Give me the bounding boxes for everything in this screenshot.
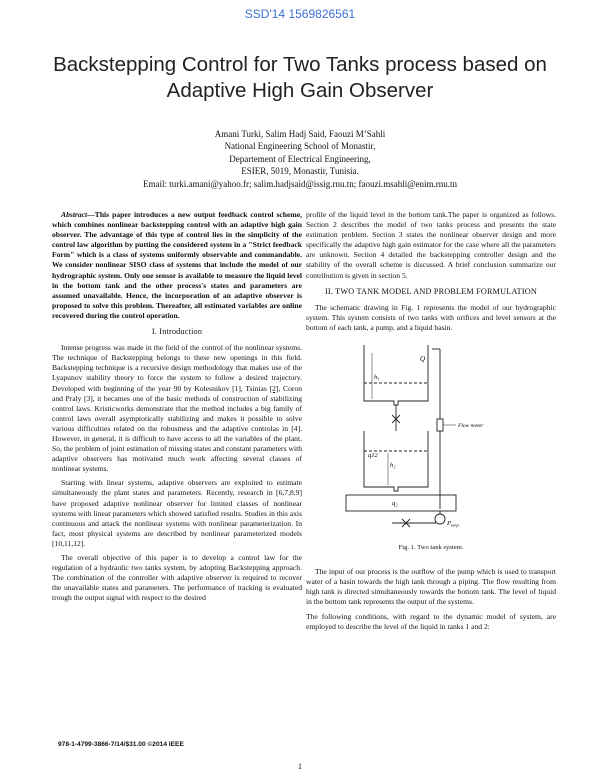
label-q12: q12: [368, 452, 378, 460]
paragraph: The schematic drawing in Fig. 1 represents the model of our hydrographic system. This system consists of two tanks with orifices and level sensors at the bottom of each tank, a pump, and a liquid basin.: [306, 302, 556, 332]
label-pump: [446, 520, 459, 528]
author-names: Amani Turki, Salim Hadj Said, Faouzi M’Sahli: [214, 129, 386, 139]
figure-two-tank: [306, 339, 556, 539]
text-span: Intense progress was made in the field of the control of the nonlinear systems. The technique of Backstepping belongs to these new openings in this field. Backstepping technique is a recursive design methodology that makes use of the Lyapunov stability theory to force the system to follow a desired trajectory. Developed with beginning of the year 90 by Kolesnikov [1], Tsinias: [52, 343, 302, 393]
pump-icon: [435, 514, 445, 524]
author-block: [0, 128, 600, 190]
basin-outline: [346, 495, 456, 511]
affiliation-line: Departement of Electrical Engineering,: [229, 153, 371, 164]
paragraph: profile of the liquid level in the bottom tank.The paper is organized as follows. Section 2 describes the model of two tanks process and presents the state estimation problem. Section 3 states the nonlinear observer design and more specifically the adaptive high gain estimator for the case where all the parameters are unknown. Section 4 detailed the backstepping controller design and the stability of the overall scheme is discussed. A brief conclusion summarize our contribution is given in section 5.: [306, 210, 556, 280]
label-h1: h₁: [374, 374, 380, 382]
section-heading-introduction: I. Introduction: [151, 327, 203, 337]
two-tank-diagram: [306, 339, 556, 539]
paragraph: [52, 343, 302, 474]
email-line: Email: turki.amani@yahoo.fr; salim.hadjsaid@issig.rnu.tn; faouzi.msahli@enim.rnu.tn: [142, 178, 458, 189]
flow-meter-box: [437, 419, 443, 431]
paragraph: The input of our process is the outflow of the pump which is used to transport water of a basin towards the high tank through a piping. The flow resulting from high tank is directed simultaneously towards the bottom tank. The level of liquid in the bottom tank represents the output of the systems.: [306, 567, 556, 607]
copyright-notice: 978-1-4799-3866-7/14/$31.00 ©2014 IEEE: [58, 741, 184, 748]
affiliation-line: National Engineering School of Monastir,: [224, 141, 376, 152]
lower-tank-outline: [364, 431, 428, 491]
section-heading-model: II. TWO TANK MODEL AND PROBLEM FORMULATION: [324, 286, 538, 296]
affiliation-line: ESIER, 5019, Monastir, Tunisia.: [241, 166, 359, 177]
label-pump-main: P: [447, 520, 451, 528]
paper-title: Backstepping Control for Two Tanks process based on Adaptive High Gain Observer: [53, 53, 547, 102]
text-span: , Coron and Praly [3], it becames one of the basic methods of construction of stabilizing control laws. Kristicworks demonstrate that the method includes a big family of control laws overall asymptotically stabilizing and makes it possible to solve various difficulties related on the robustness and the adaptive controlas in [4]. However, in general, it is difficult to have access to all the variables of the plant. So, the problem of joint estimation of missing states and constant parameters with adaptive observers has motivated much work affecting several classes of nonlinear systems.: [52, 383, 303, 474]
label-flowmeter: Flow meter: [458, 423, 484, 430]
paragraph: Starting with linear systems, adaptive observers are exploited to estimate simultaneously the plant states and parameters. Recently, research in [6,7,8,9] have proposed adaptive nonlinear observer for limited classes of nonlinear systems with linear parameters which showed satisfied results. Studies in this axis continuous and attack the nonlinear systems with nonlinear parameterization. In fact, most physical systems are described by nonlinear parameterized models [10,11,12].: [52, 478, 302, 548]
citation-link[interactable]: [2]: [269, 383, 279, 393]
paragraph: The following conditions, with regard to the dynamic model of system, are employed to describe the level of the liquid in tanks 1 and 2:: [306, 611, 556, 631]
abstract: [52, 210, 302, 321]
paragraph: The overall objective of this paper is to develop a control law for the regulation of a hydraulic two tanks system, by adopting Backstepping approach. The combination of the controller with adaptive observer is required to recover the unavailable states and parameters. The performance of tracking is evaluated trough the output signal with respect to the desired: [52, 553, 302, 603]
figure-caption: Fig. 1. Two tank system.: [398, 544, 464, 552]
abstract-label: Abstract: [61, 210, 88, 219]
right-column: [306, 210, 556, 636]
conference-stamp: SSD'14 1569826561: [244, 7, 356, 21]
label-pump-sub: ump: [450, 522, 459, 528]
label-q: Q: [420, 355, 426, 364]
abstract-text: —This paper introduces a new output feedback control scheme, which combines nonlinear backstepping control with an adaptive high gain observer. The advantage of this type of control lies in the simplicity of the control law algorithm by putting the considered system in a "Strict feedback Form" which is a class of systems uniformly observable and commandable. We consider nonlinear SISO class of systems that include the model of our hydrographic system. Only one sensor is available to measure the liquid level in the bottom tank and the other process's states and parameters are assumed unavailable. Hence, the incorporation of an adaptive observer is proposed to solve this problem. Thereafter, all estimated variables are online recovered during the control operation.: [52, 210, 302, 320]
page-number: 1: [298, 762, 302, 771]
left-column: [52, 210, 302, 607]
label-q2: q₂: [392, 500, 398, 508]
label-h2: h₂: [390, 462, 396, 470]
